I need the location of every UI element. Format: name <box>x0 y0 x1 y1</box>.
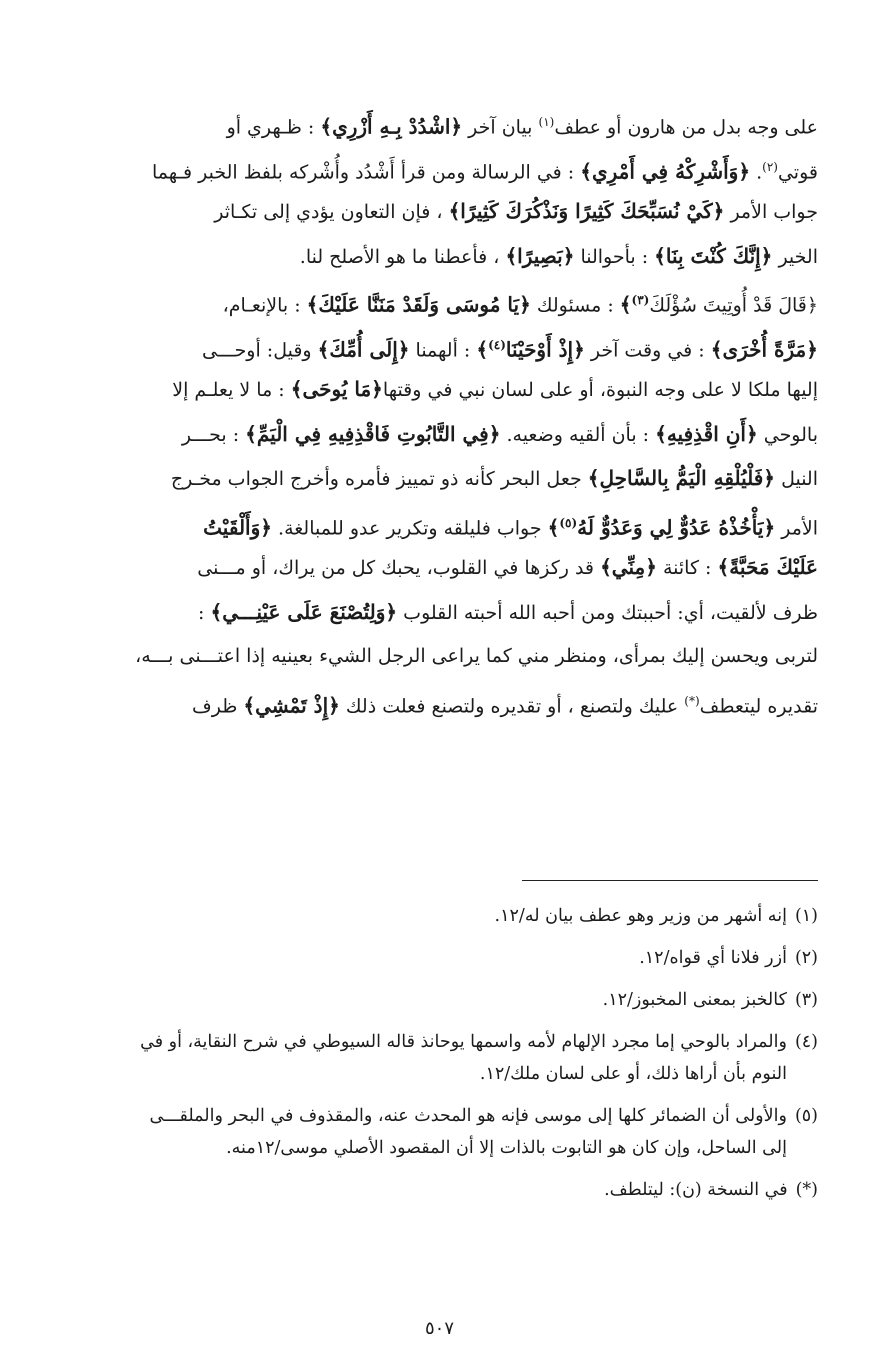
quran-quote: ﴾ <box>547 514 560 539</box>
quran-quote: ﴿وَأَلْقَيْتُ <box>203 514 272 539</box>
quran-quote: ﴿إِنَّكَ كُنْتَ بِنَا﴾ <box>654 243 773 268</box>
quran-quote: ﴿مَا يُوحَى﴾ <box>290 377 383 401</box>
footnote-line: في النسخة (ن): ليتلطف. <box>604 1180 788 1200</box>
text-span: الخير <box>772 245 818 268</box>
text-line <box>78 634 818 679</box>
footnote-line: إنه أشهر من وزير وهو عطف بيان له/١٢. <box>494 906 787 926</box>
page-number: ٥٠٧ <box>424 1318 454 1339</box>
text-span: : ما لا يعلـم إلا <box>172 379 291 401</box>
footnote-line: أزر فلانا أي قواه/١٢. <box>639 948 787 968</box>
text-span: : بالإنعـام، <box>222 294 307 317</box>
footnote <box>78 1026 818 1090</box>
footnote-marker: (*) <box>684 693 700 708</box>
footnote <box>78 942 818 974</box>
footnote <box>78 1100 818 1164</box>
text-span: قوتي <box>777 160 818 183</box>
footnote <box>78 900 818 932</box>
text-span: ظرف لألقيت، أي: أحببتك ومن أحبه الله أحبته القلوب <box>397 601 818 624</box>
text-span: : <box>198 601 211 624</box>
text-span: بالوحي <box>757 423 818 446</box>
text-span: على وجه بدل من هارون أو عطف <box>554 116 818 139</box>
text-line <box>78 323 818 368</box>
quran-quote: ﴿إِذْ أَوْحَيْنَا <box>505 336 585 361</box>
text-line <box>78 367 818 412</box>
text-span: وقيل: أوحـــى <box>202 338 318 361</box>
text-span: : بأن ألقيه وضعيه. <box>500 423 656 446</box>
main-text <box>78 100 818 723</box>
footnote-marker: (٤) <box>488 337 506 352</box>
quran-quote: ﴾ <box>476 336 489 361</box>
footnote-line: والأولى أن الضمائر كلها إلى موسى فإنه هو المحدث عنه، والمقذوف في البحر والملقـــى <box>149 1106 787 1126</box>
footnote-marker: (١) <box>538 115 555 129</box>
text-span: جعل البحر كأنه ذو تمييز فأمره وأخرج الجواب مخـرج <box>170 468 588 490</box>
footnote-number: (٣) <box>794 990 818 1010</box>
quran-quote: ﴿إِلَى أُمِّكَ﴾ <box>317 336 410 361</box>
text-span: : ظـهري أو <box>226 116 321 139</box>
quran-quote: ﴿وَلِتُصْنَعَ عَلَى عَيْنِـــي﴾ <box>210 599 398 624</box>
text-span: جواب فليلقه وتكرير عدو للمبالغة. <box>272 516 548 539</box>
text-span: : بأحوالنا <box>574 245 655 268</box>
footnote-text <box>78 900 787 932</box>
text-span: بيان آخر <box>462 116 539 139</box>
text-span: : في وقت آخر <box>584 338 711 361</box>
text-line <box>78 456 818 501</box>
footnotes <box>78 900 818 1216</box>
footnote-number: (١) <box>794 906 818 926</box>
text-line <box>78 189 818 234</box>
text-line <box>78 412 818 457</box>
quran-quote: ﴿يَا مُوسَى وَلَقَدْ مَنَنَّا عَلَيْكَ﴾ <box>306 292 531 317</box>
quran-quote: ﴿مَرَّةً أُخْرَى﴾ <box>710 336 818 361</box>
quran-quote: ﴿اشْدُدْ بِـهِ أَزْرِي﴾ <box>320 114 463 139</box>
text-span: : مسئولك <box>530 294 620 317</box>
footnote-marker: (٢) <box>762 159 778 174</box>
footnote-text <box>78 1026 787 1090</box>
footnote-marker: (٣) <box>631 293 650 307</box>
footnote-number: (٢) <box>794 948 818 968</box>
text-span: النيل <box>775 468 818 490</box>
quran-quote: ﴿وَأَشْرِكْهُ فِي أَمْرِي﴾ <box>580 158 751 183</box>
footnote-marker: (٥) <box>559 515 578 530</box>
text-line <box>78 234 818 279</box>
text-span: : ألهمنا <box>409 338 477 361</box>
quran-quote: ﴿إِذْ تَمْشِي﴾ <box>243 692 340 717</box>
text-span: عليك ولتصنع ، أو تقديره ولتصنع فعلت ذلك <box>339 694 685 717</box>
footnote-text <box>78 1100 787 1164</box>
text-line <box>78 100 818 145</box>
text-span: . <box>750 160 763 183</box>
footnote <box>78 1174 818 1206</box>
text-span: : في الرسالة ومن قرأ أَشْدُد وأُشْركه بلفظ الخبر فـهما <box>151 160 581 183</box>
footnote-line: والمراد بالوحي إما مجرد الإلهام لأمه واسمها يوحانذ قاله السيوطي في شرح النقاية، أو في <box>140 1032 787 1052</box>
text-line <box>78 679 818 724</box>
text-line <box>78 145 818 190</box>
text-line <box>78 545 818 590</box>
text-span: : بحـــر <box>181 423 246 446</box>
footnote-line: كالخبز بمعنى المخبوز/١٢. <box>602 990 787 1010</box>
quran-quote: ﴿فَلْيُلْقِهِ الْيَمُّ بِالسَّاحِلِ﴾ <box>587 466 776 490</box>
text-span: جواب الأمر <box>724 201 818 223</box>
footnote-text <box>78 1174 788 1206</box>
quran-quote: عَلَيْكَ مَحَبَّةً﴾ <box>717 555 818 579</box>
quran-quote: ﴾ <box>619 292 632 317</box>
quran-quote: ﴿بَصِيرًا﴾ <box>505 243 575 268</box>
footnote-text <box>78 984 787 1016</box>
quran-quote: ﴿أَنِ اقْذِفِيهِ﴾ <box>655 421 758 446</box>
footnote-text <box>78 942 787 974</box>
text-span: الأمر <box>775 516 818 539</box>
text-line <box>78 590 818 635</box>
text-span: ، فأعطنا ما هو الأصلح لنا. <box>299 245 506 268</box>
footnote-number: (*) <box>795 1180 818 1200</box>
text-span: قد ركزها في القلوب، يحبك كل من يراك، أو مـــنى <box>197 557 601 579</box>
quran-quote: ﴿مِنِّي﴾ <box>600 555 657 579</box>
quran-quote: ﴿كَيْ نُسَبِّحَكَ كَثِيرًا وَنَذْكُرَكَ كَثِيرًا﴾ <box>448 199 725 223</box>
text-span: إليها ملكا لا على وجه النبوة، أو على لسان نبي في وقتها <box>382 379 818 401</box>
footnote <box>78 984 818 1016</box>
quran-quote: ﴿يَأْخُذْهُ عَدُوٌّ لِي وَعَدُوٌّ لَهُ <box>577 514 776 539</box>
text-span: لتربى ويحسن إليك بمرأى، ومنظر مني كما يراعى الرجل الشيء بعينيه إذا اعتـــنى بـــه، <box>135 645 818 667</box>
text-span: ، فإن التعاون يؤدي إلى تكـاثر <box>214 201 449 223</box>
text-span: ﴿قَالَ قَدْ أُوتِيتَ سُؤْلَكَ <box>649 294 818 317</box>
text-line <box>78 501 818 546</box>
text-span: تقديره ليتعطف <box>699 694 818 717</box>
text-span: : كائنة <box>656 557 718 579</box>
footnote-line: النوم بأن أراها ذلك، أو على لسان ملك/١٢. <box>479 1064 787 1084</box>
text-span: ظرف <box>192 694 244 717</box>
text-line <box>78 278 818 323</box>
footnote-line: إلى الساحل، وإن كان هو التابوت بالذات إلا أن المقصود الأصلي موسى/١٢منه. <box>226 1138 787 1158</box>
footnote-divider <box>522 880 818 881</box>
footnote-number: (٤) <box>794 1032 818 1052</box>
quran-quote: ﴿فِي التَّابُوتِ فَاقْذِفِيهِ فِي الْيَمِّ﴾ <box>245 421 501 446</box>
footnote-number: (٥) <box>794 1106 818 1126</box>
